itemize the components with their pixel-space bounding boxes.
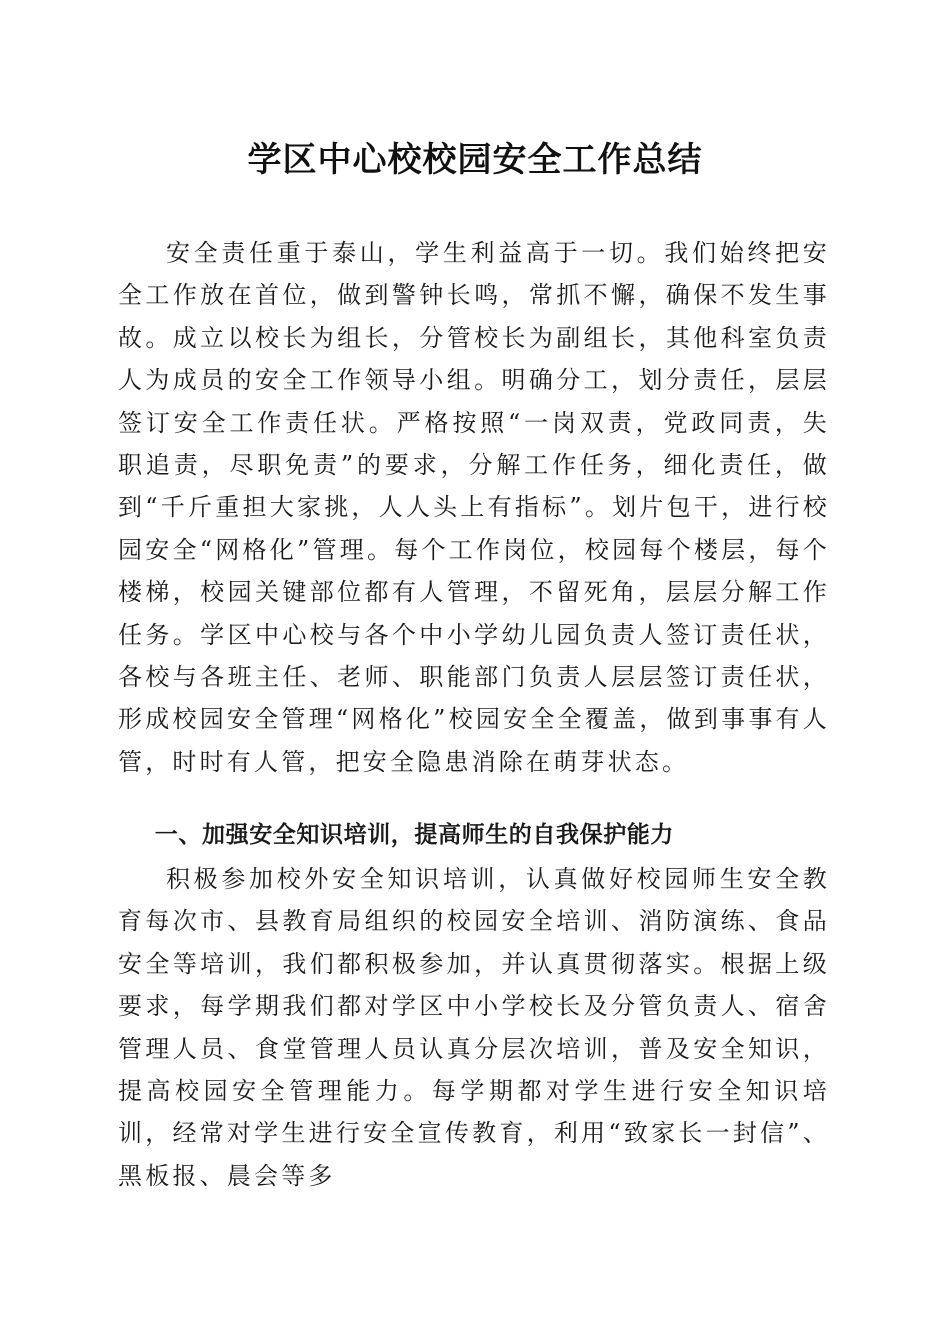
- intro-paragraph: 安全责任重于泰山，学生利益高于一切。我们始终把安全工作放在首位，做到警钟长鸣，常抓不懈，确保不发生事故。成立以校长为组长，分管校长为副组长，其他科室负责人为成员的安全工作领导小组。明确分工，划分责任，层层签订安全工作责任状。严格按照“一岗双责，党政同责，失职追责，尽职免责”的要求，分解工作任务，细化责任，做到“千斤重担大家挑，人人头上有指标”。划片包干，进行校园安全“网格化”管理。每个工作岗位，校园每个楼层，每个楼梯，校园关键部位都有人管理，不留死角，层层分解工作任务。学区中心校与各个中小学幼儿园负责人签订责任状，各校与各班主任、老师、职能部门负责人层层签订责任状，形成校园安全管理“网格化”校园安全全覆盖，做到事事有人管，时时有人管，把安全隐患消除在萌芽状态。: [118, 239, 830, 776]
- section-paragraph: 积极参加校外安全知识培训，认真做好校园师生安全教育每次市、县教育局组织的校园安全培训、消防演练、食品安全等培训，我们都积极参加，并认真贯彻落实。根据上级要求，每学期我们都对学区中小学校长及分管负责人、宿舍管理人员、食堂管理人员认真分层次培训，普及安全知识，提高校园安全管理能力。每学期都对学生进行安全知识培训，经常对学生进行安全宣传教育，利用“致家长一封信”、黑板报、晨会等多: [118, 865, 830, 1190]
- document-title: 学区中心校校园安全工作总结: [247, 140, 703, 180]
- section-heading: 一、加强安全知识培训，提高师生的自我保护能力: [154, 822, 674, 848]
